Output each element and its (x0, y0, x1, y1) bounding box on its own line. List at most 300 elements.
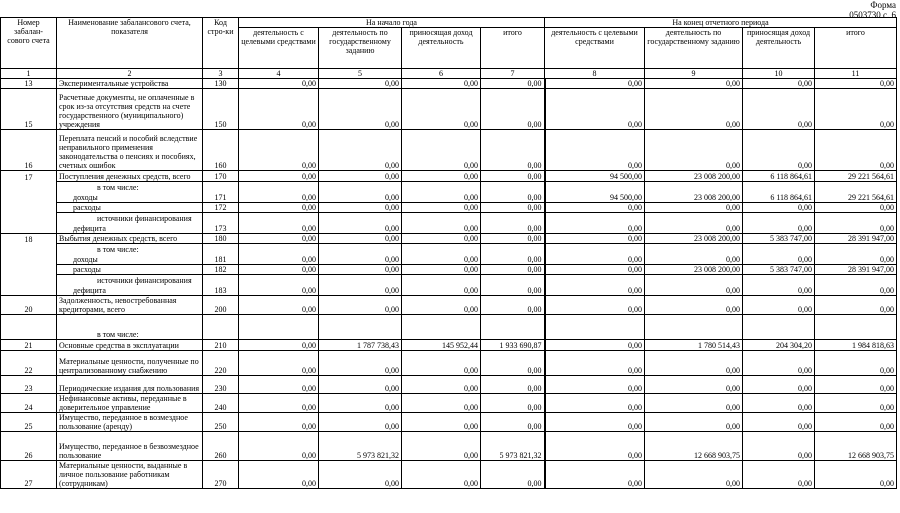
value-cell (815, 275, 897, 285)
header-account-name: Наименование забалансового счета, показателя (57, 18, 203, 69)
value-cell: 0,00 (319, 285, 402, 296)
value-cell (481, 275, 545, 285)
value-cell: 0,00 (481, 192, 545, 203)
value-cell: 1 984 818,63 (815, 340, 897, 351)
value-cell (402, 182, 481, 192)
value-cell: 0,00 (815, 351, 897, 376)
value-cell: 28 391 947,00 (815, 265, 897, 275)
line-code-cell: 181 (203, 254, 239, 265)
column-number: 1 (1, 69, 57, 79)
account-number-cell: 15 (1, 89, 57, 130)
column-number: 4 (239, 69, 319, 79)
value-cell: 0,00 (545, 79, 645, 89)
line-code-cell: 210 (203, 340, 239, 351)
value-cell: 5 973 821,32 (481, 432, 545, 461)
line-code-cell: 150 (203, 89, 239, 130)
account-name-cell: Основные средства в эксплуатации (57, 340, 203, 351)
line-code-cell: 173 (203, 223, 239, 234)
column-number: 11 (815, 69, 897, 79)
value-cell: 0,00 (239, 340, 319, 351)
column-number: 10 (743, 69, 815, 79)
table-row (1, 265, 897, 275)
account-number-cell (1, 223, 57, 234)
table-row (1, 351, 897, 376)
value-cell: 0,00 (545, 461, 645, 489)
account-name-cell: источники финансирования (57, 213, 203, 223)
account-name-cell: Переплата пенсий и пособий вследствие неправильного применения законодательства о пенсиях и пособиях, счетных ошибок (57, 130, 203, 171)
value-cell: 0,00 (645, 203, 743, 213)
value-cell: 0,00 (645, 254, 743, 265)
table-row (1, 296, 897, 315)
off-balance-accounts-table (0, 17, 897, 489)
value-cell (545, 182, 645, 192)
value-cell: 0,00 (545, 130, 645, 171)
account-number-cell: 17 (1, 171, 57, 182)
account-number-cell (1, 182, 57, 192)
value-cell: 0,00 (319, 296, 402, 315)
value-cell (545, 213, 645, 223)
account-number-cell: 23 (1, 376, 57, 394)
value-cell: 0,00 (645, 394, 743, 413)
value-cell: 0,00 (402, 296, 481, 315)
value-cell: 0,00 (402, 394, 481, 413)
value-cell: 0,00 (815, 285, 897, 296)
value-cell: 0,00 (743, 223, 815, 234)
header-end-of-period: На конец отчетного периода (545, 18, 897, 28)
value-cell: 0,00 (815, 296, 897, 315)
account-number-cell (1, 254, 57, 265)
table-row (1, 79, 897, 89)
value-cell (319, 244, 402, 254)
line-code-cell: 160 (203, 130, 239, 171)
value-cell: 23 008 200,00 (645, 192, 743, 203)
account-name-cell: доходы (57, 254, 203, 265)
table-row (1, 182, 897, 192)
value-cell (402, 275, 481, 285)
value-cell: 0,00 (645, 79, 743, 89)
column-number: 6 (402, 69, 481, 79)
value-cell: 0,00 (645, 351, 743, 376)
value-cell: 0,00 (319, 461, 402, 489)
value-cell (645, 182, 743, 192)
line-code-cell: 182 (203, 265, 239, 275)
value-cell (319, 315, 402, 340)
value-cell: 0,00 (319, 351, 402, 376)
value-cell (481, 182, 545, 192)
value-cell (239, 213, 319, 223)
value-cell: 0,00 (402, 461, 481, 489)
line-code-cell: 200 (203, 296, 239, 315)
value-cell: 0,00 (743, 296, 815, 315)
value-cell: 0,00 (402, 130, 481, 171)
value-cell (545, 244, 645, 254)
value-cell: 0,00 (545, 223, 645, 234)
value-cell: 0,00 (239, 413, 319, 432)
account-name-cell: в том числе: (57, 244, 203, 254)
value-cell: 23 008 200,00 (645, 234, 743, 244)
table-row (1, 376, 897, 394)
value-cell: 5 383 747,00 (743, 265, 815, 275)
account-name-cell: дефицита (57, 285, 203, 296)
account-name-cell: в том числе: (57, 315, 203, 340)
table-row (1, 89, 897, 130)
account-number-cell: 24 (1, 394, 57, 413)
line-code-cell: 171 (203, 192, 239, 203)
account-number-cell (1, 285, 57, 296)
table-row (1, 203, 897, 213)
value-cell (743, 182, 815, 192)
value-cell: 0,00 (481, 130, 545, 171)
account-name-cell: расходы (57, 265, 203, 275)
value-cell: 0,00 (815, 461, 897, 489)
value-cell: 0,00 (743, 130, 815, 171)
header-start-of-year: На начало года (239, 18, 545, 28)
header-end-income: приносящая доход деятельность (743, 28, 815, 69)
account-name-cell: Расчетные документы, не оплаченные в срок из-за отсутствия средств на счете государственного (муниципального) учреждения (57, 89, 203, 130)
table-row (1, 171, 897, 182)
account-name-cell: Нефинансовые активы, переданные в доверительное управление (57, 394, 203, 413)
account-number-cell: 27 (1, 461, 57, 489)
account-name-cell: доходы (57, 192, 203, 203)
value-cell (815, 244, 897, 254)
value-cell: 0,00 (545, 89, 645, 130)
value-cell: 0,00 (481, 376, 545, 394)
table-row (1, 130, 897, 171)
header-account-number: Номер забалан-сового счета (1, 18, 57, 69)
value-cell: 0,00 (402, 413, 481, 432)
value-cell: 0,00 (239, 351, 319, 376)
value-cell: 0,00 (319, 394, 402, 413)
value-cell: 0,00 (481, 223, 545, 234)
form-label: Форма (870, 0, 896, 10)
column-number: 7 (481, 69, 545, 79)
value-cell: 0,00 (815, 130, 897, 171)
value-cell: 0,00 (743, 351, 815, 376)
line-code-cell: 250 (203, 413, 239, 432)
value-cell: 0,00 (239, 394, 319, 413)
account-number-cell: 21 (1, 340, 57, 351)
value-cell: 29 221 564,61 (815, 171, 897, 182)
header-start-targeted: деятельность с целевыми средствами (239, 28, 319, 69)
value-cell: 0,00 (743, 285, 815, 296)
account-number-cell: 25 (1, 413, 57, 432)
account-number-cell (1, 275, 57, 285)
value-cell: 0,00 (645, 223, 743, 234)
value-cell: 0,00 (319, 89, 402, 130)
value-cell: 0,00 (402, 79, 481, 89)
account-number-cell: 13 (1, 79, 57, 89)
value-cell: 0,00 (743, 413, 815, 432)
account-name-cell: Задолженность, невостребованная кредиторами, всего (57, 296, 203, 315)
column-number: 3 (203, 69, 239, 79)
value-cell: 0,00 (481, 461, 545, 489)
value-cell: 0,00 (815, 394, 897, 413)
value-cell: 0,00 (239, 254, 319, 265)
value-cell: 0,00 (319, 413, 402, 432)
value-cell (645, 213, 743, 223)
value-cell: 0,00 (743, 89, 815, 130)
account-number-cell: 20 (1, 296, 57, 315)
value-cell: 0,00 (239, 171, 319, 182)
account-number-cell (1, 192, 57, 203)
value-cell (319, 182, 402, 192)
column-number: 8 (545, 69, 645, 79)
value-cell: 0,00 (239, 223, 319, 234)
value-cell: 0,00 (319, 130, 402, 171)
value-cell: 0,00 (481, 254, 545, 265)
value-cell: 0,00 (239, 234, 319, 244)
line-code-cell: 183 (203, 285, 239, 296)
value-cell: 0,00 (743, 461, 815, 489)
value-cell: 0,00 (239, 130, 319, 171)
line-code-cell (203, 182, 239, 192)
value-cell: 0,00 (645, 130, 743, 171)
value-cell: 145 952,44 (402, 340, 481, 351)
table-row (1, 340, 897, 351)
value-cell: 12 668 903,75 (815, 432, 897, 461)
value-cell: 0,00 (402, 234, 481, 244)
line-code-cell (203, 244, 239, 254)
value-cell: 0,00 (319, 223, 402, 234)
value-cell: 0,00 (319, 79, 402, 89)
value-cell: 0,00 (481, 265, 545, 275)
value-cell (743, 244, 815, 254)
line-code-cell: 260 (203, 432, 239, 461)
account-number-cell (1, 203, 57, 213)
value-cell (481, 213, 545, 223)
value-cell: 0,00 (481, 79, 545, 89)
value-cell: 0,00 (481, 413, 545, 432)
value-cell: 28 391 947,00 (815, 234, 897, 244)
value-cell: 23 008 200,00 (645, 171, 743, 182)
line-code-cell: 220 (203, 351, 239, 376)
account-number-cell (1, 213, 57, 223)
value-cell (815, 182, 897, 192)
value-cell (239, 244, 319, 254)
value-cell: 0,00 (545, 340, 645, 351)
value-cell (815, 315, 897, 340)
value-cell (815, 213, 897, 223)
header-line-code: Код стро-ки (203, 18, 239, 69)
account-number-cell (1, 244, 57, 254)
value-cell: 0,00 (319, 376, 402, 394)
value-cell: 0,00 (645, 296, 743, 315)
value-cell: 0,00 (645, 285, 743, 296)
value-cell: 0,00 (402, 351, 481, 376)
line-code-cell (203, 315, 239, 340)
value-cell: 0,00 (239, 461, 319, 489)
line-code-cell: 130 (203, 79, 239, 89)
value-cell: 23 008 200,00 (645, 265, 743, 275)
column-number: 9 (645, 69, 743, 79)
value-cell: 0,00 (239, 285, 319, 296)
value-cell: 0,00 (402, 432, 481, 461)
value-cell: 0,00 (319, 265, 402, 275)
account-number-cell: 16 (1, 130, 57, 171)
value-cell: 0,00 (481, 351, 545, 376)
value-cell: 0,00 (815, 203, 897, 213)
value-cell (402, 315, 481, 340)
value-cell: 204 304,20 (743, 340, 815, 351)
line-code-cell: 240 (203, 394, 239, 413)
value-cell: 0,00 (743, 432, 815, 461)
value-cell (645, 244, 743, 254)
value-cell: 0,00 (815, 413, 897, 432)
value-cell: 0,00 (402, 89, 481, 130)
line-code-cell: 172 (203, 203, 239, 213)
table-row (1, 315, 897, 340)
table-row (1, 275, 897, 285)
value-cell (545, 275, 645, 285)
value-cell: 12 668 903,75 (645, 432, 743, 461)
value-cell: 0,00 (481, 171, 545, 182)
line-code-cell (203, 275, 239, 285)
value-cell (402, 244, 481, 254)
value-cell: 0,00 (239, 203, 319, 213)
value-cell: 0,00 (815, 223, 897, 234)
value-cell (645, 275, 743, 285)
table-row (1, 461, 897, 489)
value-cell: 0,00 (239, 376, 319, 394)
header-end-state-task: деятельность по государственному заданию (645, 28, 743, 69)
account-name-cell: Периодические издания для пользования (57, 376, 203, 394)
value-cell (743, 315, 815, 340)
value-cell (402, 213, 481, 223)
line-code-cell: 270 (203, 461, 239, 489)
value-cell: 0,00 (545, 394, 645, 413)
table-row (1, 244, 897, 254)
value-cell: 5 973 821,32 (319, 432, 402, 461)
value-cell: 0,00 (743, 254, 815, 265)
value-cell: 0,00 (481, 234, 545, 244)
account-number-cell (1, 315, 57, 340)
value-cell: 0,00 (815, 89, 897, 130)
table-row (1, 413, 897, 432)
value-cell (481, 244, 545, 254)
account-name-cell: дефицита (57, 223, 203, 234)
value-cell: 0,00 (815, 376, 897, 394)
value-cell: 0,00 (481, 394, 545, 413)
account-name-cell: Экспериментальные устройства (57, 79, 203, 89)
account-name-cell: источники финансирования (57, 275, 203, 285)
value-cell: 0,00 (545, 413, 645, 432)
value-cell: 0,00 (645, 413, 743, 432)
account-name-cell: Материальные ценности, выданные в личное пользование работникам (сотрудникам) (57, 461, 203, 489)
table-row (1, 394, 897, 413)
value-cell: 94 500,00 (545, 171, 645, 182)
table-row (1, 223, 897, 234)
table-row (1, 432, 897, 461)
value-cell: 0,00 (545, 296, 645, 315)
value-cell: 0,00 (402, 265, 481, 275)
value-cell: 0,00 (545, 351, 645, 376)
account-name-cell: Имущество, переданное в безвозмездное пользование (57, 432, 203, 461)
value-cell (319, 213, 402, 223)
account-name-cell: Поступления денежных средств, всего (57, 171, 203, 182)
value-cell: 0,00 (481, 296, 545, 315)
value-cell (743, 275, 815, 285)
value-cell: 0,00 (545, 234, 645, 244)
value-cell: 0,00 (481, 89, 545, 130)
value-cell: 0,00 (319, 234, 402, 244)
value-cell: 0,00 (319, 192, 402, 203)
value-cell (645, 315, 743, 340)
value-cell: 0,00 (545, 254, 645, 265)
column-number: 2 (57, 69, 203, 79)
value-cell (481, 315, 545, 340)
value-cell (239, 315, 319, 340)
line-code-cell: 230 (203, 376, 239, 394)
value-cell: 0,00 (239, 296, 319, 315)
value-cell: 0,00 (239, 79, 319, 89)
value-cell (743, 213, 815, 223)
value-cell: 1 933 690,87 (481, 340, 545, 351)
value-cell: 0,00 (545, 285, 645, 296)
value-cell: 0,00 (743, 79, 815, 89)
value-cell: 0,00 (815, 254, 897, 265)
value-cell: 0,00 (402, 171, 481, 182)
value-cell: 0,00 (645, 461, 743, 489)
account-name-cell: в том числе: (57, 182, 203, 192)
header-start-total: итого (481, 28, 545, 69)
value-cell: 0,00 (815, 79, 897, 89)
value-cell: 0,00 (402, 203, 481, 213)
value-cell: 0,00 (545, 376, 645, 394)
value-cell: 6 118 864,61 (743, 192, 815, 203)
account-name-cell: расходы (57, 203, 203, 213)
table-row (1, 285, 897, 296)
value-cell: 0,00 (239, 265, 319, 275)
table-row (1, 234, 897, 244)
account-number-cell: 26 (1, 432, 57, 461)
value-cell: 0,00 (402, 223, 481, 234)
value-cell: 0,00 (239, 432, 319, 461)
value-cell (319, 275, 402, 285)
header-end-total: итого (815, 28, 897, 69)
value-cell: 1 787 738,43 (319, 340, 402, 351)
line-code-cell: 180 (203, 234, 239, 244)
value-cell: 94 500,00 (545, 192, 645, 203)
table-row (1, 192, 897, 203)
header-start-income: приносящая доход деятельность (402, 28, 481, 69)
header-start-state-task: деятельность по государственному заданию (319, 28, 402, 69)
value-cell: 0,00 (239, 89, 319, 130)
account-number-cell: 18 (1, 234, 57, 244)
value-cell: 0,00 (239, 192, 319, 203)
value-cell: 0,00 (319, 171, 402, 182)
value-cell: 0,00 (481, 203, 545, 213)
value-cell: 5 383 747,00 (743, 234, 815, 244)
account-number-cell: 22 (1, 351, 57, 376)
table-row (1, 213, 897, 223)
value-cell (545, 315, 645, 340)
value-cell: 6 118 864,61 (743, 171, 815, 182)
value-cell: 0,00 (319, 203, 402, 213)
value-cell: 0,00 (402, 254, 481, 265)
value-cell: 0,00 (645, 89, 743, 130)
value-cell: 0,00 (545, 432, 645, 461)
line-code-cell: 170 (203, 171, 239, 182)
value-cell (239, 275, 319, 285)
value-cell: 0,00 (319, 254, 402, 265)
value-cell: 0,00 (545, 265, 645, 275)
value-cell: 0,00 (402, 376, 481, 394)
value-cell: 0,00 (481, 285, 545, 296)
account-name-cell: Материальные ценности, полученные по централизованному снабжению (57, 351, 203, 376)
value-cell: 0,00 (743, 394, 815, 413)
account-name-cell: Имущество, переданное в возмездное пользование (аренду) (57, 413, 203, 432)
account-name-cell: Выбытия денежных средств, всего (57, 234, 203, 244)
